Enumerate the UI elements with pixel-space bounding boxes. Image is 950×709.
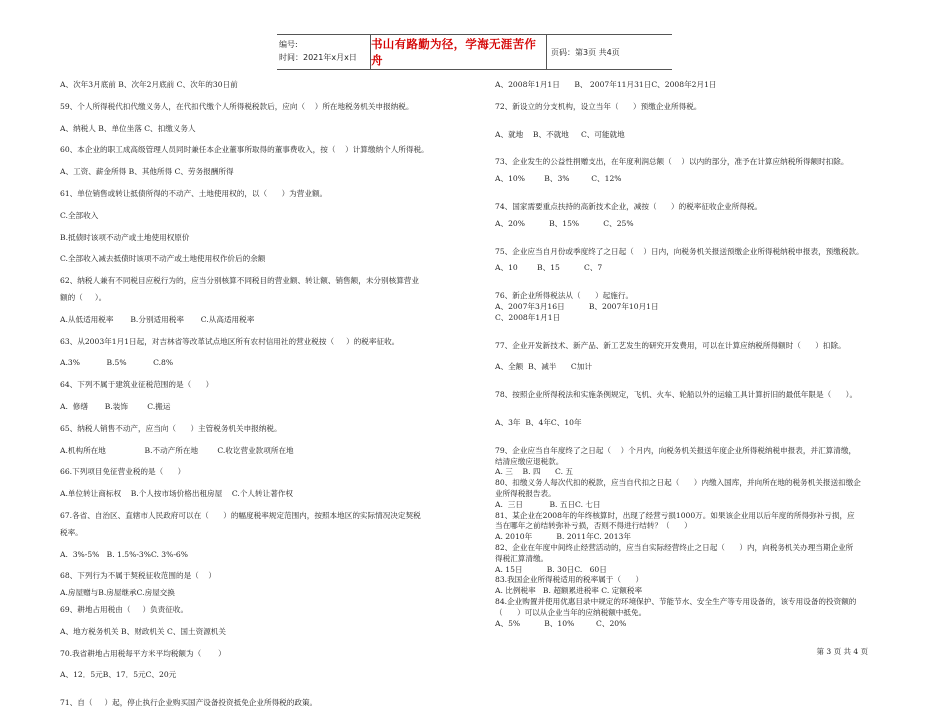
question-84: 84.企业购置并使用优惠目录中规定的环境保护、节能节水、安全生产等专用设备的，该专用设备的投资额的 [495,596,857,606]
text-line: A.从低适用税率 B.分别适用税率 C.从高适用税率 [60,314,255,324]
question-73: 73、企业发生的公益性捐赠支出，在年度利润总额（ ）以内的部分，准予在计算应纳税所得额时扣除。 [495,157,849,167]
text-line: A、地方税务机关 B、财政机关 C、国土资源机关 [60,626,226,636]
header-page-info: 页码：第3页 共4页 [551,47,620,57]
document-time: 时间：2021年x月x日 [279,53,357,62]
question-83: 83.我国企业所得税适用的税率属于（ ） [495,575,644,585]
text-line: A、5% B、10% C、20% [495,618,627,628]
question-79: 79、企业应当自年度终了之日起（ ）个月内，向税务机关报送年度企业所得税纳税申报表，并汇算清缴， [495,445,857,455]
header-meta [277,35,370,69]
text-line: A.3% B.5% C.8% [60,358,174,368]
question-59: 59、个人所得税代扣代缴义务人，在代扣代缴个人所得税税款后，应向（ ）所在地税务机关申报纳税。 [60,101,414,111]
text-line: 税率。 [60,527,83,537]
question-78: 78、按照企业所得税法和实施条例规定，飞机、火车、轮船以外的运输工具计算折旧的最低年限是（ ）。 [495,390,858,400]
text-line: A、工资、薪金所得 B、其他所得 C、劳务报酬所得 [60,167,234,177]
text-line: A、12．5元B、17．5元C、20元 [60,670,177,680]
text-line: A.房屋赠与B.房屋继承C.房屋交换 [60,588,175,598]
text-line: A. 15日 B. 30日C. 60日 [495,564,607,574]
text-line: 当在哪年之前结转弥补亏损，否则不得进行结转？（ ） [495,521,692,531]
document-number-label: 编号: [279,40,298,49]
question-70: 70.我省耕地占用税每平方米平均税额为（ ） [60,648,226,658]
text-line: A、次年3月底前 B、次年2月底前 C、次年的30日前 [60,80,238,89]
text-line: A、10 B、15 C、7 [495,263,603,273]
text-line: （ ）可以从企业当年的应纳税额中抵免。 [495,607,647,617]
question-67: 67.各省、自治区、直辖市人民政府可以在（ ）的幅度税率规定范围内，按照本地区的实际情况决定契税 [60,510,421,520]
question-77: 77、企业开发新技术、新产品、新工艺发生的研究开发费用，可以在计算应纳税所得额时（ ）扣除。 [495,340,846,350]
question-60: 60、本企业的职工成高级管理人员同时兼任本企业董事所取得的董事费收入，按（ ）计算缴纳个人所得税。 [60,145,429,155]
question-66: 66.下列项目免征营业税的是（ ） [60,467,186,477]
question-71: 71、自（ ）起，停止执行企业购买国产设备投资抵免企业所得税的政策。 [60,698,318,708]
text-line: A. 三日 B. 五日C. 七日 [495,499,601,509]
text-line: 结清应缴应退税款。 [495,456,564,466]
right-column [495,80,895,629]
text-line: A.机构所在地 B.不动产所在地 C.收讫营业款项所在地 [60,445,294,455]
text-line: C.全部收入减去抵债时该项不动产或土地使用权作价后的余额 [60,254,266,264]
header-motto: 书山有路勤为径，学海无涯苦作舟 [370,35,547,69]
text-line: A、全额 B、减半 C加计 [495,362,592,372]
text-line: A. 2010年 B. 2011年C. 2013年 [495,532,631,542]
text-line: A、10% B、3% C、12% [495,174,622,184]
question-74: 74、国家需要重点扶持的高新技术企业，减按（ ）的税率征收企业所得税。 [495,201,763,211]
text-line: 得税汇算清缴。 [495,553,549,563]
text-line: C.全部收入 [60,210,99,220]
question-69: 69、耕地占用税由（ ）负责征收。 [60,604,189,614]
text-line: A. 三 B. 四 C. 五 [495,467,574,477]
text-line: A.单位转让商标权 B.个人按市场价格出租房屋 C.个人转让著作权 [60,489,293,499]
text-line: A、纳税人 B、单位坐落 C、扣缴义务人 [60,123,196,133]
text-line: 业所得税报告表。 [495,488,556,498]
question-61: 61、单位销售或转让抵债所得的不动产、土地使用权的，以（ ）为营业额。 [60,188,328,198]
text-line: A. 3%-5% B. 1.5%-3%C. 3%-6% [60,549,188,559]
question-80: 80、扣缴义务人每次代扣的税款，应当自代扣之日起（ ）内缴入国库，并向所在地的税务机关报送扣缴企 [495,478,861,488]
text-line: A、20% B、15% C、25% [495,218,634,228]
text-line: C、2008年1月1日 [495,312,561,322]
left-column [60,80,470,709]
text-line: A. 比例税率 B. 超额累进税率 C. 定额税率 [495,586,643,596]
text-line: 额的（ ）。 [60,292,107,302]
question-68: 68、下列行为不属于契税征收范围的是（ ） [60,571,217,581]
question-63: 63、从2003年1月1日起，对吉林省等改革试点地区所有农村信用社的营业税按（ ）的税率征收。 [60,336,400,346]
text-line: A、2008年1月1日 B、 2007年11月31日C、2008年2月1日 [495,80,717,89]
text-line: A. 修缮 B.装饰 C.搬运 [60,401,171,411]
question-62: 62、纳税人兼有不同税目应税行为的，应当分别核算不同税目的营业额、转让额、销售额，未分别核算营业 [60,276,419,286]
question-72: 72、新设立的分支机构，设立当年（ ）预缴企业所得税。 [495,101,702,111]
text-line: A、就地 B、不就地 C、可能就地 [495,129,625,139]
text-line: A、3年 B、4年C、10年 [495,417,582,427]
question-76: 76、新企业所得税法从（ ）起施行。 [495,291,634,301]
question-75: 75、企业应当自月份或季度终了之日起（ ）日内，向税务机关报送预缴企业所得税纳税申报表，预缴税款。 [495,246,864,256]
page-footer: 第 3 页 共 4 页 [816,647,868,656]
question-64: 64、下列不属于建筑业征税范围的是（ ） [60,380,214,390]
question-81: 81、某企业在2008年的年终核算时，出现了经营亏损1000万。如果该企业用以后年度的所得弥补亏损，应 [495,510,855,520]
question-65: 65、纳税人销售不动产，应当向（ ）主管税务机关申报纳税。 [60,423,282,433]
page-header [277,34,672,70]
question-82: 82、企业在年度中间终止经营活动的，应当自实际经营终止之日起（ ）内，向税务机关办理当期企业所 [495,542,854,552]
text-line: A、2007年3月16日 B、2007年10月1日 [495,301,659,311]
text-line: B.抵债时该项不动产或土地使用权原价 [60,232,190,242]
